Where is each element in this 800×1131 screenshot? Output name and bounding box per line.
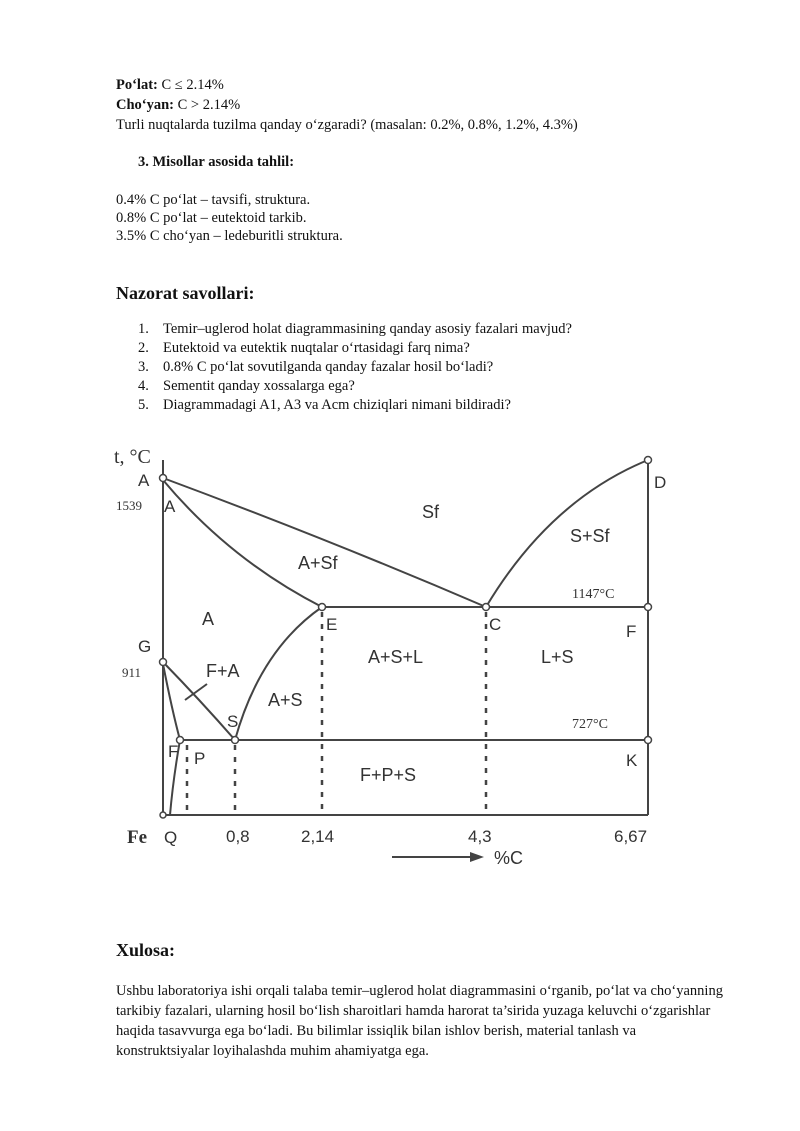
temp-1147: 1147°C [572,587,615,602]
analysis-heading: 3. Misollar asosida tahlil: [138,154,295,170]
temp-911: 911 [122,665,142,680]
x-tick-6-67: 6,67 [614,827,648,846]
composition-axis-label: %C [494,848,524,868]
region-a-s-l: A+S+L [368,647,424,667]
region-a: A [202,609,215,629]
x-tick-2-14: 2,14 [301,827,335,846]
point-label-f-eutectic: F [626,622,637,641]
liquidus-cd [486,460,648,607]
point-label-k: K [626,751,638,770]
region-s-sf: S+Sf [570,526,610,546]
point-g-marker [160,659,167,666]
castiron-value: C > 2.14% [174,97,241,113]
point-label-f-ferrite: F [168,742,179,761]
conclusion-heading: Xulosa: [116,940,176,960]
steel-label: Po‘lat: [116,77,158,93]
structure-question: Turli nuqtalarda tuzilma qanday o‘zgaradi? (masalan: 0.2%, 0.8%, 1.2%, 4.3%) [116,117,578,133]
point-e-marker [319,604,326,611]
point-d-marker [645,457,652,464]
point-c-marker [483,604,490,611]
analysis-item: 0.4% C po‘lat – tavsifi, struktura. [116,192,311,208]
x-tick-0-8: 0,8 [226,827,250,846]
analysis-item: 0.8% C po‘lat – eutektoid tarkib. [116,210,307,226]
region-sf: Sf [422,502,440,522]
point-label-a: A [138,471,150,490]
point-label-a2: A [164,497,176,516]
region-f-p-s: F+P+S [360,765,417,785]
point-k-marker [645,737,652,744]
point-label-fe: Fe [127,827,148,848]
liquidus-ac [163,478,486,607]
acm-line [235,607,322,740]
region-a-s: A+S [268,690,303,710]
solidus-ae [163,480,322,607]
point-label-c: C [489,615,502,634]
point-label-d: D [654,473,667,492]
region-f-a: F+A [206,661,240,681]
point-fe-marker [160,812,166,818]
control-heading: Nazorat savollari: [116,283,255,303]
list-item: 2. Eutektoid va eutektik nuqtalar o‘rtasidagi farq nima? [138,340,470,356]
arrow-head [470,852,484,862]
point-f-marker [645,604,652,611]
point-label-e: E [326,615,338,634]
analysis-item: 3.5% C cho‘yan – ledeburitli struktura. [116,228,343,244]
gp-line [163,664,180,740]
list-item: 4. Sementit qanday xossalarga ega? [138,378,355,394]
conclusion-text: Ushbu laboratoriya ishi orqali talaba temir–uglerod holat diagrammasini o‘rganib, po‘lat va cho‘yanning tarkibiy fazalari, ularning hosil bo‘lish sharoitlari hamda harorat ta’sirida yuzaga keluvchi o‘zgarishlar haqida tasavvurga ega bo‘ladi. Bu bilimlar issiqlik bilan ishlov berish, material tanlash va konstruktsiyalar loyihalashda muhim ahamiyatga ega. [116,983,723,1059]
temp-1539: 1539 [116,498,142,513]
point-label-p: P [194,749,206,768]
point-label-q: Q [164,828,178,847]
point-label-s: S [227,712,239,731]
list-item: 1. Temir–uglerod holat diagrammasining qanday asosiy fazalari mavjud? [138,321,572,337]
list-item: 3. 0.8% C po‘lat sovutilganda qanday fazalar hosil bo‘ladi? [138,359,494,375]
list-item: 5. Diagrammadagi A1, A3 va Acm chiziqlari nimani bildiradi? [138,397,511,413]
point-a-marker [160,475,167,482]
point-label-g: G [138,637,152,656]
region-l-s: L+S [541,647,574,667]
steel-value: C ≤ 2.14% [157,77,224,93]
x-tick-4-3: 4,3 [468,827,492,846]
point-s-marker [232,737,239,744]
castiron-label: Cho‘yan: [116,97,175,113]
region-a-sf: A+Sf [298,553,338,573]
temp-727: 727°C [572,717,608,732]
temperature-axis-label: t, °C [114,446,151,468]
